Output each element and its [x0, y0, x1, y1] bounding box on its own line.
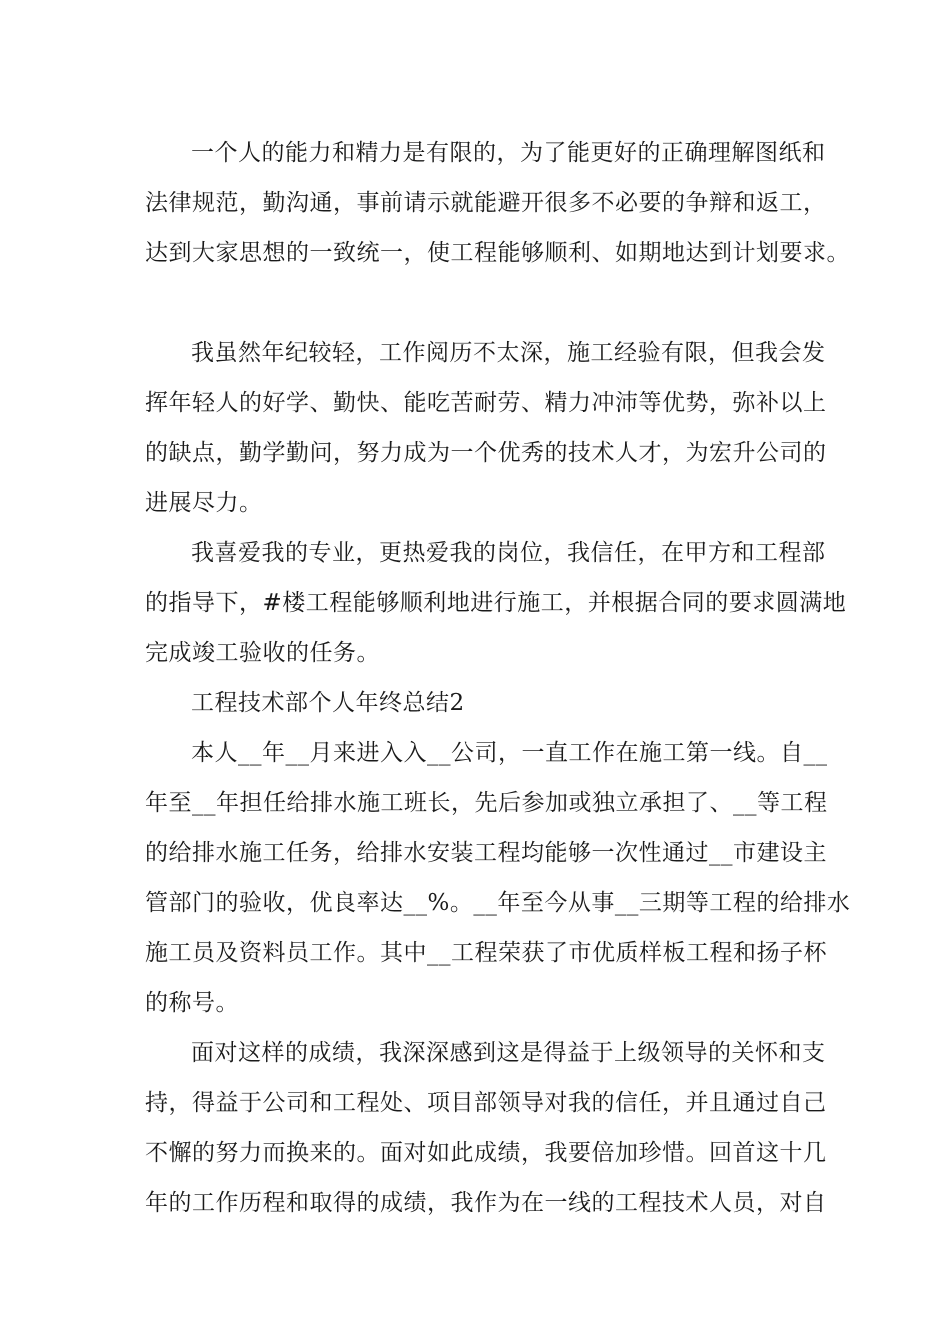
paragraph-line: 年至__年担任给排水施工班长，先后参加或独立承担了、__等工程	[145, 790, 828, 816]
paragraph-5	[145, 728, 851, 1028]
paragraph-line: 的指导下，#楼工程能够顺利地进行施工，并根据合同的要求圆满地	[145, 590, 847, 616]
paragraph-line: 进展尽力。	[145, 490, 263, 516]
paragraph-line: 本人__年__月来进入入__公司，一直工作在施工第一线。自__	[191, 740, 828, 766]
paragraph-line: 不懈的努力而换来的。面对如此成绩，我要倍加珍惜。回首这十几	[145, 1140, 827, 1166]
paragraph-line: 持，得益于公司和工程处、项目部领导对我的信任，并且通过自己	[145, 1090, 827, 1116]
paragraph-line: 我虽然年纪较轻，工作阅历不太深，施工经验有限，但我会发	[191, 340, 826, 366]
paragraph-line: 的缺点，勤学勤问，努力成为一个优秀的技术人才，为宏升公司的	[145, 440, 827, 466]
paragraph-line: 达到大家思想的一致统一，使工程能够顺利、如期地达到计划要求。	[145, 240, 850, 266]
paragraph-2	[145, 328, 827, 528]
paragraph-3	[145, 528, 847, 678]
paragraph-line: 挥年轻人的好学、勤快、能吃苦耐劳、精力冲沛等优势，弥补以上	[145, 390, 827, 416]
paragraph-line: 的称号。	[145, 990, 239, 1016]
paragraph-line: 的给排水施工任务，给排水安装工程均能够一次性通过__市建设主	[145, 840, 827, 866]
paragraph-line: 管部门的验收，优良率达__%。__年至今从事__三期等工程的给排水	[145, 890, 851, 916]
paragraph-line: 法律规范，勤沟通，事前请示就能避开很多不必要的争辩和返工，	[145, 190, 827, 216]
paragraph-line: 施工员及资料员工作。其中__工程荣获了市优质样板工程和扬子杯	[145, 940, 827, 966]
paragraph-line: 我喜爱我的专业，更热爱我的岗位，我信任，在甲方和工程部	[191, 540, 826, 566]
paragraph-line: 面对这样的成绩，我深深感到这是得益于上级领导的关怀和支	[191, 1040, 826, 1066]
paragraph-line: 一个人的能力和精力是有限的，为了能更好的正确理解图纸和	[191, 140, 826, 166]
paragraph-6	[145, 1028, 827, 1228]
section-heading	[145, 678, 815, 728]
heading-line: 工程技术部个人年终总结2	[191, 690, 465, 716]
paragraph-1	[145, 128, 850, 278]
paragraph-line: 年的工作历程和取得的成绩，我作为在一线的工程技术人员，对自	[145, 1190, 827, 1216]
paragraph-line: 完成竣工验收的任务。	[145, 640, 380, 666]
